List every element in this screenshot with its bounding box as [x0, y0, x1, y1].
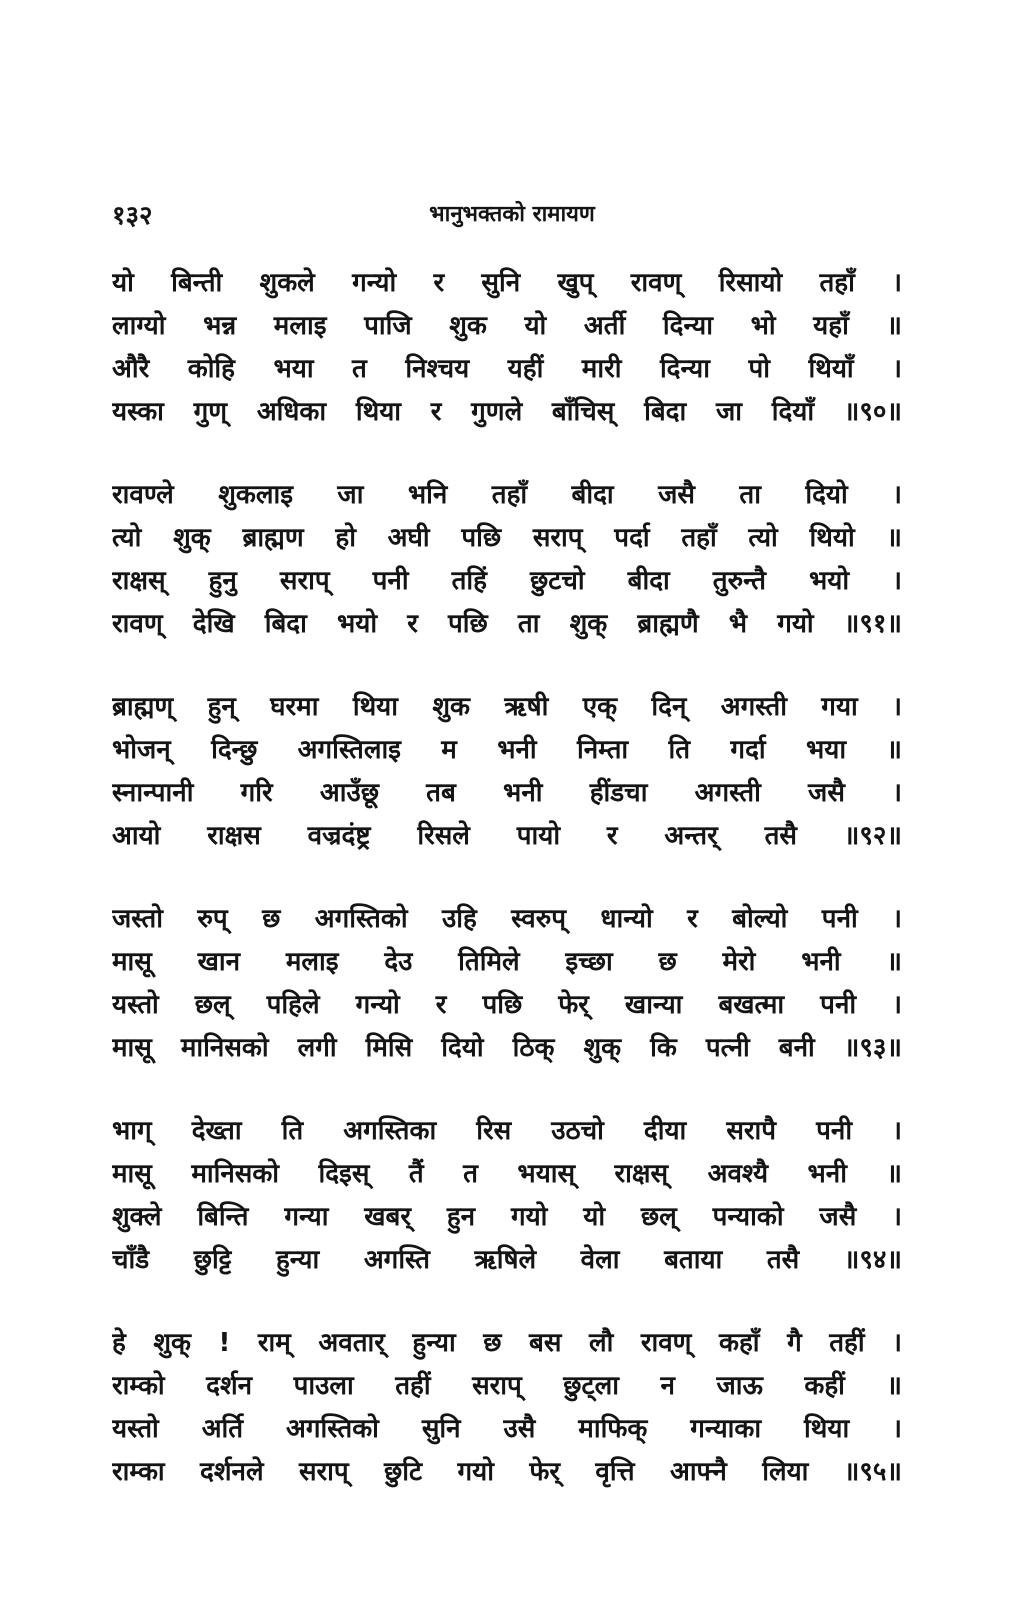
verse-line: आयो राक्षस वज्रदंष्ट्र रिसले पायो र अन्तर् तसै ॥९२॥ — [112, 821, 902, 851]
verse-line: ब्राह्मण् हुन् घरमा थिया शुक ऋषी एक् दिन् अगस्ती गया । — [112, 692, 902, 722]
verse-line: मासू मानिसको लगी मिसि दियो ठिक् शुक् कि पत्नी बनी ॥९३॥ — [112, 1033, 902, 1063]
verse-line: हे शुक् ! राम् अवतार् हुन्या छ बस लौ रावण् कहाँ गै तहीं । — [112, 1328, 902, 1358]
verse-line: राम्को दर्शन पाउला तहीं सराप् छुट्ला न जाऊ कहीं ॥ — [112, 1371, 902, 1401]
verse-line: राक्षस् हुनु सराप् पनी तहिं छुटचो बीदा तुरुन्तै भयो । — [112, 566, 902, 596]
verse-line: रावण् देखि बिदा भयो र पछि ता शुक् ब्राह्मणै भै गयो ॥९१॥ — [112, 609, 902, 639]
verse-line: मासू खान मलाइ देउ तिमिले इच्छा छ मेरो भनी ॥ — [112, 947, 902, 977]
verse-94 — [112, 1110, 902, 1282]
verse-line: राम्का दर्शनले सराप् छुटि गयो फेर् वृत्ति आफ्नै लिया ॥९५॥ — [112, 1457, 902, 1487]
running-title: भानुभक्तको रामायण — [429, 202, 595, 227]
verse-93 — [112, 898, 902, 1070]
verse-line: यो बिन्ती शुकले गन्यो र सुनि खुप् रावण् रिसायो तहाँ । — [112, 268, 902, 298]
verse-90 — [112, 262, 902, 434]
verse-95 — [112, 1322, 902, 1494]
verse-line: यस्का गुण् अधिका थिया र गुणले बाँचिस् बिदा जा दियाँ ॥९०॥ — [112, 397, 902, 427]
page-number: १३२ — [112, 201, 153, 231]
verse-line: लाग्यो भन्न मलाइ पाजि शुक यो अर्ती दिन्या भो यहाँ ॥ — [112, 311, 902, 341]
verse-line: स्नान्पानी गरि आउँछू तब भनी हींडचा अगस्ती जसै । — [112, 778, 902, 808]
verse-line: औरै कोहि भया त निश्चय यहीं मारी दिन्या पो थियाँ । — [112, 354, 902, 384]
verse-line: भोजन् दिन्छु अगस्तिलाइ म भनी निम्ता ति गर्दा भया ॥ — [112, 735, 902, 765]
verse-line: जस्तो रुप् छ अगस्तिको उहि स्वरुप् धान्यो र बोल्यो पनी । — [112, 904, 902, 934]
verse-line: भाग् देख्ता ति अगस्तिका रिस उठचो दीया सरापै पनी । — [112, 1116, 902, 1146]
verse-92 — [112, 686, 902, 858]
verse-line: मासू मानिसको दिइस् तैं त भयास् राक्षस् अवश्यै भनी ॥ — [112, 1159, 902, 1189]
verse-line: यस्तो छल् पहिले गन्यो र पछि फेर् खान्या बखत्मा पनी । — [112, 990, 902, 1020]
verse-line: रावण्ले शुकलाइ जा भनि तहाँ बीदा जसै ता दियो । — [112, 480, 902, 510]
verse-line: शुक्ले बिन्ति गन्या खबर् हुन गयो यो छल् पन्याको जसै । — [112, 1202, 902, 1232]
verse-91 — [112, 474, 902, 646]
verse-line: चाँडै छुट्टि हुन्या अगस्ति ऋषिले वेला बताया तसै ॥९४॥ — [112, 1245, 902, 1275]
verse-line: यस्तो अर्ति अगस्तिको सुनि उसै माफिक् गन्याका थिया । — [112, 1414, 902, 1444]
verse-line: त्यो शुक् ब्राह्मण हो अघी पछि सराप् पर्दा तहाँ त्यो थियो ॥ — [112, 523, 902, 553]
